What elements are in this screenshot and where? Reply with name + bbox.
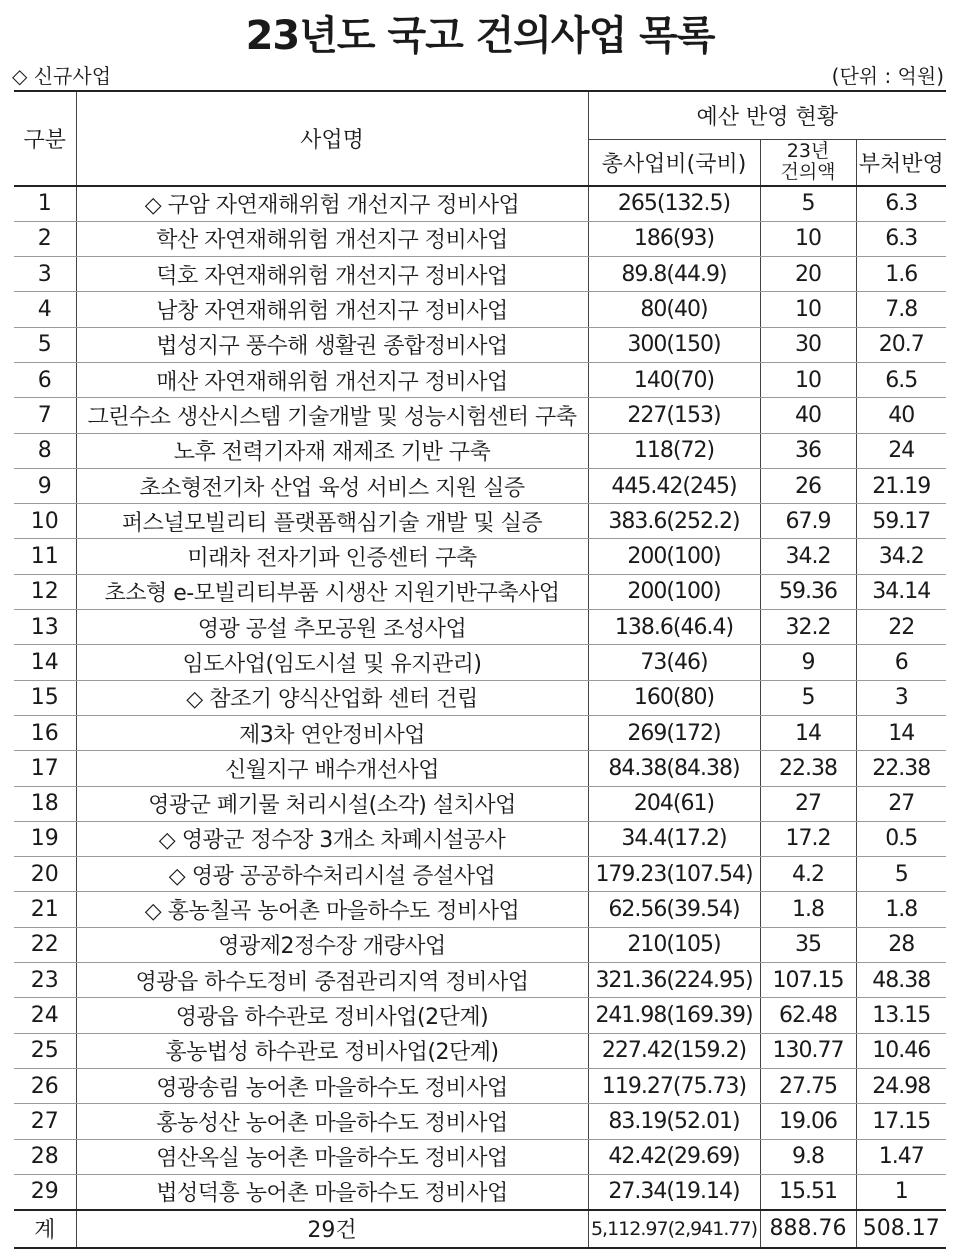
- row-total-cost: 200(100): [588, 574, 760, 609]
- row-proposed: 32.2: [760, 610, 856, 645]
- row-total-cost: 265(132.5): [588, 186, 760, 221]
- row-reflected: 48.38: [856, 963, 946, 998]
- total-proposed-sum: 888.76: [760, 1210, 856, 1248]
- row-project-name: 염산옥실 농어촌 마을하수도 정비사업: [76, 1139, 588, 1174]
- row-total-cost: 227(153): [588, 398, 760, 433]
- row-proposed: 62.48: [760, 998, 856, 1033]
- total-label: 계: [14, 1210, 76, 1248]
- row-project-name: 제3차 연안정비사업: [76, 715, 588, 750]
- row-proposed: 17.2: [760, 821, 856, 856]
- row-total-cost: 89.8(44.9): [588, 257, 760, 292]
- table-row: [14, 257, 946, 292]
- row-proposed: 26: [760, 468, 856, 503]
- header-no: 구분: [14, 91, 76, 186]
- project-table: [14, 90, 946, 1249]
- row-reflected: 7.8: [856, 292, 946, 327]
- row-total-cost: 138.6(46.4): [588, 610, 760, 645]
- row-reflected: 6.5: [856, 362, 946, 397]
- row-project-name: 그린수소 생산시스템 기술개발 및 성능시험센터 구축: [76, 398, 588, 433]
- row-project-name: 영광읍 하수관로 정비사업(2단계): [76, 998, 588, 1033]
- row-no: 3: [14, 257, 76, 292]
- row-total-cost: 383.6(252.2): [588, 504, 760, 539]
- row-proposed: 59.36: [760, 574, 856, 609]
- table-row: [14, 821, 946, 856]
- row-no: 10: [14, 504, 76, 539]
- header-reflected: 부처반영: [856, 139, 946, 186]
- row-project-name: 초소형전기차 산업 육성 서비스 지원 실증: [76, 468, 588, 503]
- row-total-cost: 227.42(159.2): [588, 1033, 760, 1068]
- row-reflected: 28: [856, 927, 946, 962]
- table-row: [14, 221, 946, 256]
- row-reflected: 13.15: [856, 998, 946, 1033]
- row-project-name: 임도사업(임도시설 및 유지관리): [76, 645, 588, 680]
- row-proposed: 30: [760, 327, 856, 362]
- row-total-cost: 42.42(29.69): [588, 1139, 760, 1174]
- row-total-cost: 241.98(169.39): [588, 998, 760, 1033]
- row-no: 17: [14, 751, 76, 786]
- row-proposed: 15.51: [760, 1174, 856, 1209]
- row-proposed: 67.9: [760, 504, 856, 539]
- row-no: 12: [14, 574, 76, 609]
- row-no: 2: [14, 221, 76, 256]
- row-project-name: 홍농성산 농어촌 마을하수도 정비사업: [76, 1104, 588, 1139]
- row-reflected: 20.7: [856, 327, 946, 362]
- row-proposed: 27: [760, 786, 856, 821]
- table-row: [14, 927, 946, 962]
- row-total-cost: 200(100): [588, 539, 760, 574]
- row-no: 25: [14, 1033, 76, 1068]
- row-proposed: 35: [760, 927, 856, 962]
- table-row: [14, 715, 946, 750]
- row-reflected: 10.46: [856, 1033, 946, 1068]
- row-reflected: 3: [856, 680, 946, 715]
- row-total-cost: 445.42(245): [588, 468, 760, 503]
- row-reflected: 0.5: [856, 821, 946, 856]
- row-proposed: 5: [760, 186, 856, 221]
- row-total-cost: 34.4(17.2): [588, 821, 760, 856]
- row-reflected: 24.98: [856, 1068, 946, 1103]
- row-no: 16: [14, 715, 76, 750]
- table-row: [14, 857, 946, 892]
- table-row: [14, 362, 946, 397]
- row-project-name: 신월지구 배수개선사업: [76, 751, 588, 786]
- row-project-name: 남창 자연재해위험 개선지구 정비사업: [76, 292, 588, 327]
- row-total-cost: 179.23(107.54): [588, 857, 760, 892]
- header-total-cost: 총사업비(국비): [588, 139, 760, 186]
- table-row: [14, 1139, 946, 1174]
- row-project-name: 영광송림 농어촌 마을하수도 정비사업: [76, 1068, 588, 1103]
- header-name: 사업명: [76, 91, 588, 186]
- row-no: 5: [14, 327, 76, 362]
- row-project-name: 법성덕흥 농어촌 마을하수도 정비사업: [76, 1174, 588, 1209]
- row-project-name: 영광 공설 추모공원 조성사업: [76, 610, 588, 645]
- row-total-cost: 321.36(224.95): [588, 963, 760, 998]
- row-no: 29: [14, 1174, 76, 1209]
- row-project-name: ◇ 영광 공공하수처리시설 증설사업: [76, 857, 588, 892]
- row-no: 14: [14, 645, 76, 680]
- row-project-name: 법성지구 풍수해 생활권 종합정비사업: [76, 327, 588, 362]
- row-proposed: 10: [760, 362, 856, 397]
- row-proposed: 4.2: [760, 857, 856, 892]
- row-reflected: 34.2: [856, 539, 946, 574]
- header-proposed-line1: 23년: [786, 140, 830, 163]
- row-reflected: 59.17: [856, 504, 946, 539]
- unit-note: (단위 : 억원): [831, 64, 944, 88]
- row-no: 18: [14, 786, 76, 821]
- row-no: 7: [14, 398, 76, 433]
- table-row: [14, 504, 946, 539]
- row-reflected: 27: [856, 786, 946, 821]
- header-proposed-line2: 건의액: [780, 161, 836, 184]
- row-reflected: 21.19: [856, 468, 946, 503]
- table-row: [14, 1104, 946, 1139]
- row-total-cost: 300(150): [588, 327, 760, 362]
- table-row: [14, 963, 946, 998]
- total-cost-sum: 5,112.97(2,941.77): [588, 1210, 760, 1248]
- total-reflected-sum: 508.17: [856, 1210, 946, 1248]
- row-proposed: 10: [760, 221, 856, 256]
- row-no: 1: [14, 186, 76, 221]
- table-row: [14, 398, 946, 433]
- row-reflected: 1.8: [856, 892, 946, 927]
- table-row: [14, 539, 946, 574]
- row-proposed: 27.75: [760, 1068, 856, 1103]
- row-no: 8: [14, 433, 76, 468]
- row-proposed: 1.8: [760, 892, 856, 927]
- row-proposed: 9: [760, 645, 856, 680]
- row-total-cost: 160(80): [588, 680, 760, 715]
- row-no: 20: [14, 857, 76, 892]
- row-project-name: 영광제2정수장 개량사업: [76, 927, 588, 962]
- row-total-cost: 84.38(84.38): [588, 751, 760, 786]
- row-project-name: 노후 전력기자재 재제조 기반 구축: [76, 433, 588, 468]
- table-row: [14, 433, 946, 468]
- table-row: [14, 468, 946, 503]
- row-reflected: 6: [856, 645, 946, 680]
- row-no: 15: [14, 680, 76, 715]
- page-title: 23년도 국고 건의사업 목록: [245, 13, 715, 59]
- row-project-name: ◇ 참조기 양식산업화 센터 건립: [76, 680, 588, 715]
- row-project-name: 영광군 폐기물 처리시설(소각) 설치사업: [76, 786, 588, 821]
- table-row: [14, 1174, 946, 1209]
- row-no: 23: [14, 963, 76, 998]
- row-project-name: 미래차 전자기파 인증센터 구축: [76, 539, 588, 574]
- row-reflected: 22.38: [856, 751, 946, 786]
- row-reflected: 5: [856, 857, 946, 892]
- row-total-cost: 119.27(75.73): [588, 1068, 760, 1103]
- row-proposed: 36: [760, 433, 856, 468]
- row-no: 26: [14, 1068, 76, 1103]
- table-row: [14, 186, 946, 221]
- row-proposed: 5: [760, 680, 856, 715]
- table-row: [14, 1068, 946, 1103]
- total-count: 29건: [76, 1210, 588, 1248]
- row-proposed: 107.15: [760, 963, 856, 998]
- row-no: 22: [14, 927, 76, 962]
- row-reflected: 17.15: [856, 1104, 946, 1139]
- row-no: 13: [14, 610, 76, 645]
- row-proposed: 34.2: [760, 539, 856, 574]
- row-reflected: 1.6: [856, 257, 946, 292]
- table-row: [14, 892, 946, 927]
- row-total-cost: 186(93): [588, 221, 760, 256]
- table-row: [14, 786, 946, 821]
- table-row: [14, 680, 946, 715]
- row-reflected: 6.3: [856, 186, 946, 221]
- header-budget-group: 예산 반영 현황: [588, 91, 946, 139]
- table-row: [14, 574, 946, 609]
- row-project-name: ◇ 홍농칠곡 농어촌 마을하수도 정비사업: [76, 892, 588, 927]
- total-row: [14, 1210, 946, 1248]
- row-total-cost: 62.56(39.54): [588, 892, 760, 927]
- row-project-name: 영광읍 하수도정비 중점관리지역 정비사업: [76, 963, 588, 998]
- table-row: [14, 327, 946, 362]
- row-total-cost: 118(72): [588, 433, 760, 468]
- row-proposed: 40: [760, 398, 856, 433]
- table-body: [14, 186, 946, 1248]
- header-proposed: [760, 139, 856, 186]
- row-total-cost: 210(105): [588, 927, 760, 962]
- row-proposed: 130.77: [760, 1033, 856, 1068]
- row-no: 27: [14, 1104, 76, 1139]
- row-proposed: 10: [760, 292, 856, 327]
- row-project-name: 학산 자연재해위험 개선지구 정비사업: [76, 221, 588, 256]
- row-reflected: 1: [856, 1174, 946, 1209]
- row-no: 9: [14, 468, 76, 503]
- row-total-cost: 83.19(52.01): [588, 1104, 760, 1139]
- row-no: 21: [14, 892, 76, 927]
- row-project-name: 초소형 e-모빌리티부품 시생산 지원기반구축사업: [76, 574, 588, 609]
- row-reflected: 6.3: [856, 221, 946, 256]
- row-reflected: 22: [856, 610, 946, 645]
- row-no: 28: [14, 1139, 76, 1174]
- row-proposed: 9.8: [760, 1139, 856, 1174]
- row-proposed: 19.06: [760, 1104, 856, 1139]
- row-project-name: 홍농법성 하수관로 정비사업(2단계): [76, 1033, 588, 1068]
- row-no: 4: [14, 292, 76, 327]
- row-no: 6: [14, 362, 76, 397]
- table-row: [14, 998, 946, 1033]
- row-reflected: 40: [856, 398, 946, 433]
- table-row: [14, 1033, 946, 1068]
- row-proposed: 22.38: [760, 751, 856, 786]
- table-row: [14, 751, 946, 786]
- row-total-cost: 140(70): [588, 362, 760, 397]
- row-total-cost: 80(40): [588, 292, 760, 327]
- row-reflected: 24: [856, 433, 946, 468]
- row-project-name: 매산 자연재해위험 개선지구 정비사업: [76, 362, 588, 397]
- table-row: [14, 292, 946, 327]
- row-no: 19: [14, 821, 76, 856]
- row-total-cost: 27.34(19.14): [588, 1174, 760, 1209]
- category-note: ◇ 신규사업: [12, 64, 112, 88]
- table-row: [14, 610, 946, 645]
- row-proposed: 20: [760, 257, 856, 292]
- row-proposed: 14: [760, 715, 856, 750]
- row-project-name: ◇ 구암 자연재해위험 개선지구 정비사업: [76, 186, 588, 221]
- row-total-cost: 204(61): [588, 786, 760, 821]
- row-project-name: ◇ 영광군 정수장 3개소 차폐시설공사: [76, 821, 588, 856]
- row-total-cost: 269(172): [588, 715, 760, 750]
- row-reflected: 14: [856, 715, 946, 750]
- table-row: [14, 645, 946, 680]
- row-reflected: 1.47: [856, 1139, 946, 1174]
- row-no: 24: [14, 998, 76, 1033]
- row-reflected: 34.14: [856, 574, 946, 609]
- row-project-name: 덕호 자연재해위험 개선지구 정비사업: [76, 257, 588, 292]
- row-total-cost: 73(46): [588, 645, 760, 680]
- row-project-name: 퍼스널모빌리티 플랫폼핵심기술 개발 및 실증: [76, 504, 588, 539]
- row-no: 11: [14, 539, 76, 574]
